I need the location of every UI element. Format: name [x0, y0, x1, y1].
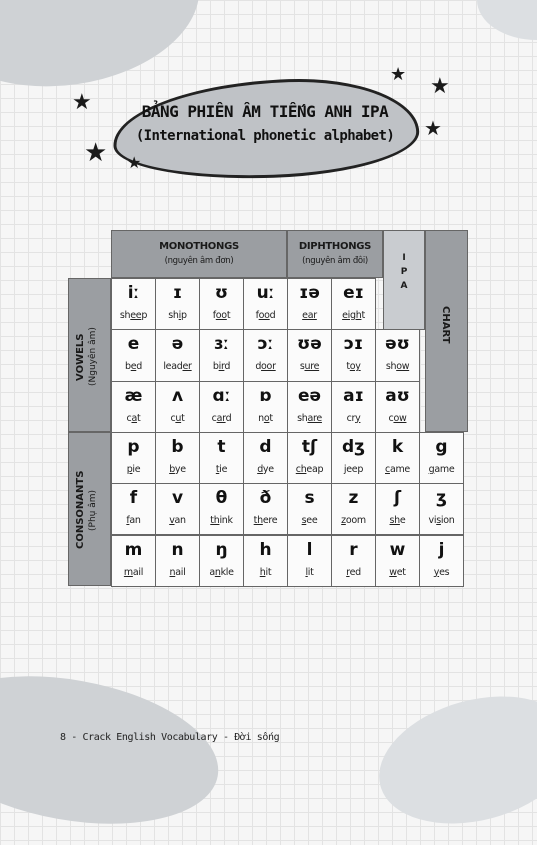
example-word: ankle: [209, 566, 234, 578]
ipa-symbol: m: [124, 539, 143, 560]
ipa-cell: [243, 278, 288, 330]
example-word: show: [385, 361, 410, 373]
ipa-symbol: b: [171, 436, 184, 457]
ipa-symbol: dʒ: [341, 436, 366, 457]
ipa-cell: [243, 535, 288, 587]
example-word: hit: [259, 566, 272, 578]
ipa-cell: [375, 381, 420, 433]
ipa-cell: [331, 483, 376, 535]
ipa-cell: [155, 535, 200, 587]
ipa-cell: [287, 535, 332, 587]
example-word: cry: [346, 412, 361, 424]
page-title: BẢNG PHIÊN ÂM TIẾNG ANH IPA: [141, 102, 389, 121]
ipa-cell: [111, 329, 156, 381]
example-word: ship: [168, 310, 187, 321]
decor-blob-top-left: [0, 0, 210, 103]
ipa-cell: [199, 432, 244, 484]
example-word: cheap: [295, 463, 324, 475]
example-word: came: [385, 463, 410, 475]
star-icon: ★: [72, 90, 92, 115]
ipa-cell: [155, 278, 200, 330]
ipa-symbol: v: [171, 488, 184, 509]
page-subtitle: (International phonetic alphabet): [135, 128, 395, 144]
ipa-cell: [331, 278, 376, 330]
ipa-cell: [419, 432, 464, 484]
ipa-symbol: z: [348, 488, 359, 509]
ipa-symbol: l: [306, 539, 313, 560]
ipa-symbol: aʊ: [385, 385, 410, 406]
ipa-symbol: θ: [215, 488, 228, 509]
ipa-cell: [375, 329, 420, 381]
ipa-symbol: ð: [259, 488, 272, 509]
ipa-cell: [155, 329, 200, 381]
ipa-symbol: r: [349, 539, 358, 560]
example-word: door: [255, 361, 276, 373]
ipa-symbol: ʊə: [297, 334, 322, 355]
diphthongs-title: DIPHTHONGS: [298, 241, 372, 252]
ipa-cell: [287, 381, 332, 433]
ipa-symbol: s: [304, 488, 315, 509]
star-icon: ★: [390, 64, 407, 85]
decor-blob-top-right: [477, 0, 537, 40]
ipa-symbol: tʃ: [301, 436, 318, 457]
ipa-cell: [111, 381, 156, 433]
monophthongs-subtitle: (nguyên âm đơn): [164, 256, 234, 266]
ipa-cell: [155, 432, 200, 484]
ipa-symbol: æ: [124, 385, 143, 406]
ipa-symbol: ɑː: [212, 385, 231, 406]
star-icon: ★: [424, 116, 442, 140]
ipa-symbol: p: [127, 436, 140, 457]
ipa-symbol: f: [129, 488, 138, 509]
example-word: van: [169, 515, 186, 527]
example-word: there: [253, 515, 278, 527]
example-word: she: [389, 515, 406, 527]
star-icon: ★: [84, 138, 108, 168]
ipa-symbol: t: [217, 436, 226, 457]
ipa-symbol: ɒ: [259, 385, 272, 406]
example-word: leader: [163, 361, 192, 373]
chart-header: [425, 230, 468, 432]
ipa-header: [383, 230, 425, 330]
ipa-cell: [331, 381, 376, 433]
ipa-cell: [243, 381, 288, 433]
ipa-cell: [243, 432, 288, 484]
ipa-cell: [287, 329, 332, 381]
ipa-cell: [243, 483, 288, 535]
ipa-cell: [287, 278, 332, 330]
ipa-symbol: iː: [127, 283, 140, 303]
example-word: tie: [215, 463, 228, 475]
example-word: vision: [428, 515, 455, 527]
ipa-cell: [419, 483, 464, 535]
ipa-symbol: eɪ: [343, 283, 364, 303]
example-word: think: [210, 515, 233, 527]
ipa-cell: [199, 329, 244, 381]
ipa-cell: [199, 535, 244, 587]
vowels-label: VOWELS (Nguyên âm): [75, 327, 98, 387]
page-footer: 8 - Crack English Vocabulary - Đời sống: [60, 732, 280, 743]
vowels-header: [68, 278, 111, 432]
ipa-symbol: ə: [171, 334, 184, 355]
ipa-cell: [111, 535, 156, 587]
example-word: share: [297, 412, 322, 424]
ipa-cell: [331, 535, 376, 587]
diphthongs-subtitle: (nguyên âm đôi): [302, 256, 368, 266]
ipa-cell: [155, 483, 200, 535]
ipa-cell: [111, 483, 156, 535]
ipa-cell: [243, 329, 288, 381]
example-word: food: [255, 310, 276, 321]
example-word: cat: [126, 412, 141, 424]
diphthongs-header: [287, 230, 383, 278]
ipa-symbol: ɔɪ: [343, 334, 364, 355]
example-word: card: [211, 412, 232, 424]
example-word: cow: [388, 412, 407, 424]
example-word: ear: [302, 310, 317, 321]
ipa-symbol: aɪ: [343, 385, 364, 406]
ipa-symbol: ʒ: [436, 488, 447, 509]
ipa-label: I P A: [400, 253, 408, 291]
ipa-cell: [331, 329, 376, 381]
ipa-symbol: əʊ: [385, 334, 410, 355]
example-word: yes: [433, 566, 450, 578]
ipa-cell: [375, 483, 420, 535]
ipa-symbol: ŋ: [215, 539, 228, 560]
ipa-cell: [199, 381, 244, 433]
decor-blob-bottom-left: [0, 655, 230, 845]
example-word: zoom: [341, 515, 366, 527]
example-word: toy: [346, 361, 361, 373]
chart-label: CHART: [440, 306, 451, 344]
example-word: red: [346, 566, 361, 578]
ipa-symbol: n: [171, 539, 184, 560]
example-word: nail: [169, 566, 186, 578]
star-icon: ★: [127, 153, 142, 172]
ipa-cell: [375, 432, 420, 484]
ipa-symbol: eə: [297, 385, 322, 406]
consonants-label: CONSONANTS (Phụ âm): [75, 470, 98, 550]
example-word: fan: [126, 515, 141, 527]
ipa-symbol: ɪ: [172, 283, 183, 303]
ipa-symbol: ʌ: [171, 385, 184, 406]
ipa-cell: [375, 535, 420, 587]
ipa-symbol: j: [438, 539, 445, 560]
example-word: cut: [170, 412, 185, 424]
ipa-cell: [419, 535, 464, 587]
star-icon: ★: [430, 74, 450, 99]
ipa-symbol: h: [259, 539, 272, 560]
ipa-symbol: e: [127, 334, 140, 355]
monophthongs-header: [111, 230, 287, 278]
example-word: eight: [342, 310, 365, 321]
example-word: jeep: [343, 463, 364, 475]
example-word: bird: [212, 361, 231, 373]
example-word: sure: [299, 361, 320, 373]
ipa-symbol: ɜː: [214, 334, 229, 355]
example-word: not: [258, 412, 273, 424]
ipa-cell: [155, 381, 200, 433]
example-word: foot: [212, 310, 231, 321]
consonants-header: [68, 432, 111, 586]
ipa-symbol: ɔː: [257, 334, 274, 355]
decor-blob-bottom-right: [365, 676, 537, 844]
ipa-symbol: d: [259, 436, 272, 457]
example-word: mail: [123, 566, 144, 578]
example-word: bed: [124, 361, 142, 373]
ipa-symbol: w: [389, 539, 406, 560]
ipa-symbol: ʊ: [214, 283, 229, 303]
example-word: bye: [169, 463, 186, 475]
example-word: wet: [389, 566, 406, 578]
example-word: lit: [305, 566, 314, 578]
ipa-cell: [199, 483, 244, 535]
ipa-symbol: g: [435, 436, 448, 457]
ipa-cell: [331, 432, 376, 484]
ipa-symbol: ʃ: [393, 488, 402, 509]
example-word: sheep: [119, 310, 148, 321]
example-word: dye: [257, 463, 274, 475]
example-word: pie: [126, 463, 141, 475]
ipa-cell: [287, 432, 332, 484]
ipa-symbol: ɪə: [299, 283, 320, 303]
ipa-symbol: k: [391, 436, 404, 457]
example-word: game: [428, 463, 455, 475]
example-word: see: [301, 515, 318, 527]
ipa-cell: [111, 432, 156, 484]
ipa-symbol: uː: [256, 283, 275, 303]
ipa-cell: [111, 278, 156, 330]
monophthongs-title: MONOTHONGS: [159, 241, 239, 252]
ipa-cell: [287, 483, 332, 535]
ipa-cell: [199, 278, 244, 330]
